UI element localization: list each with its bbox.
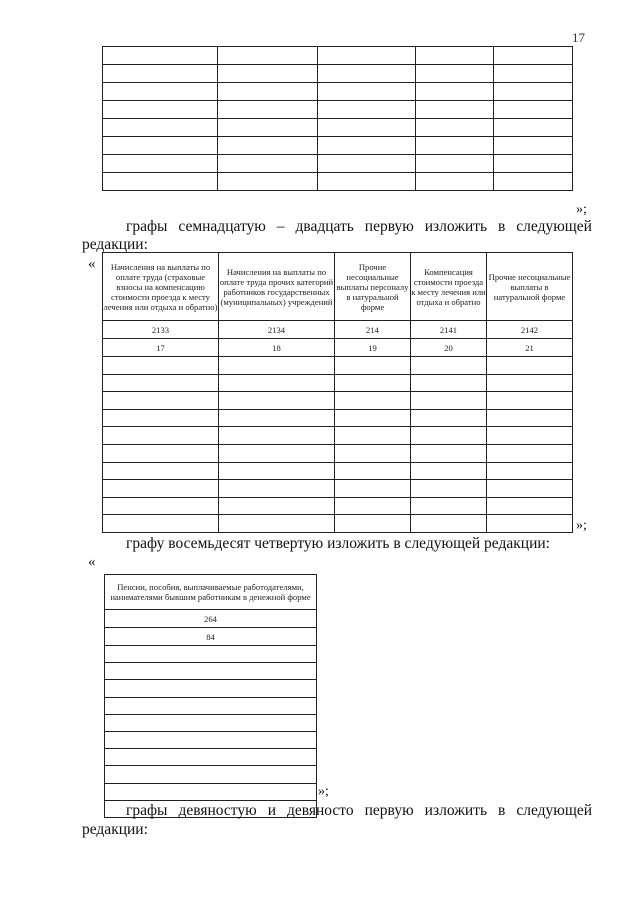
empty-cell xyxy=(487,357,573,375)
empty-cell xyxy=(219,515,335,533)
number-cell: 20 xyxy=(411,339,487,357)
p3-word: девяностую xyxy=(178,802,257,819)
empty-cell xyxy=(218,83,318,101)
p1-word: в xyxy=(498,218,506,235)
empty-cell xyxy=(416,47,494,65)
empty-cell xyxy=(103,497,219,515)
header-cell: Пенсии, пособия, выплачиваемые работодателями, нанимателями бывшим работникам в денежной форме xyxy=(105,575,317,610)
number-cell: 84 xyxy=(105,628,317,646)
code-cell: 2141 xyxy=(411,321,487,339)
empty-cell xyxy=(411,444,487,462)
empty-cell xyxy=(494,47,573,65)
empty-cell xyxy=(335,374,411,392)
empty-cell xyxy=(219,392,335,410)
number-cell: 17 xyxy=(103,339,219,357)
empty-cell xyxy=(105,749,317,766)
code-cell: 2134 xyxy=(219,321,335,339)
empty-cell xyxy=(335,497,411,515)
empty-cell xyxy=(318,47,416,65)
empty-row xyxy=(103,357,573,375)
empty-cell xyxy=(318,155,416,173)
empty-cell xyxy=(105,680,317,697)
empty-row xyxy=(105,766,317,783)
empty-cell xyxy=(103,137,218,155)
header-cell: Начисления на выплаты по оплате труда (страховые взносы на компенсацию стоимости проезда к месту лечения или отдыха и обратно) xyxy=(103,253,219,321)
code-cell: 2142 xyxy=(487,321,573,339)
p1-word: графы xyxy=(126,218,168,235)
empty-row xyxy=(103,173,573,191)
empty-cell xyxy=(411,392,487,410)
empty-cell xyxy=(318,137,416,155)
empty-cell xyxy=(218,173,318,191)
empty-cell xyxy=(318,101,416,119)
p3-word: девяносто xyxy=(286,802,354,819)
empty-cell xyxy=(318,119,416,137)
empty-row xyxy=(105,731,317,748)
empty-cell xyxy=(318,65,416,83)
p3-word: первую xyxy=(364,802,414,819)
number-cell: 21 xyxy=(487,339,573,357)
empty-cell xyxy=(487,427,573,445)
code-cell: 264 xyxy=(105,610,317,628)
empty-cell xyxy=(487,462,573,480)
empty-row xyxy=(103,155,573,173)
paragraph-3-line-1 xyxy=(126,802,592,820)
empty-row xyxy=(105,714,317,731)
empty-cell xyxy=(103,119,218,137)
empty-row xyxy=(105,749,317,766)
p1-word: первую xyxy=(364,218,414,235)
empty-cell xyxy=(487,392,573,410)
bot-table-closing-quote: »; xyxy=(318,784,329,799)
empty-cell xyxy=(103,65,218,83)
paragraph-2: графу восемьдесят четвертую изложить в следующей редакции: xyxy=(126,535,550,552)
empty-cell xyxy=(105,646,317,663)
empty-cell xyxy=(487,515,573,533)
empty-cell xyxy=(335,357,411,375)
empty-cell xyxy=(487,409,573,427)
empty-cell xyxy=(416,101,494,119)
empty-row xyxy=(105,697,317,714)
empty-cell xyxy=(103,392,219,410)
empty-row xyxy=(103,119,573,137)
empty-cell xyxy=(219,444,335,462)
empty-cell xyxy=(219,462,335,480)
empty-cell xyxy=(103,101,218,119)
empty-cell xyxy=(335,392,411,410)
empty-cell xyxy=(103,444,219,462)
empty-row xyxy=(103,83,573,101)
number-cell: 18 xyxy=(219,339,335,357)
empty-cell xyxy=(416,137,494,155)
empty-row xyxy=(105,783,317,800)
empty-cell xyxy=(411,409,487,427)
paragraph-1-line-1 xyxy=(126,218,592,236)
empty-row xyxy=(103,444,573,462)
empty-cell xyxy=(416,83,494,101)
empty-cell xyxy=(416,65,494,83)
empty-cell xyxy=(487,374,573,392)
empty-cell xyxy=(103,357,219,375)
empty-cell xyxy=(416,173,494,191)
empty-cell xyxy=(219,374,335,392)
empty-cell xyxy=(218,155,318,173)
empty-row xyxy=(103,515,573,533)
empty-cell xyxy=(335,515,411,533)
top-table xyxy=(102,46,573,191)
empty-row xyxy=(103,374,573,392)
p1-word: двадцать xyxy=(295,218,354,235)
empty-cell xyxy=(103,462,219,480)
empty-row xyxy=(103,409,573,427)
empty-cell xyxy=(411,462,487,480)
empty-cell xyxy=(105,697,317,714)
empty-cell xyxy=(103,374,219,392)
empty-row xyxy=(103,497,573,515)
empty-cell xyxy=(335,480,411,498)
code-cell: 214 xyxy=(335,321,411,339)
number-cell: 19 xyxy=(335,339,411,357)
empty-cell xyxy=(494,119,573,137)
empty-row xyxy=(103,137,573,155)
column-number-row xyxy=(105,628,317,646)
empty-cell xyxy=(494,101,573,119)
header-cell: Начисления на выплаты по оплате труда прочих категорий работников государственных (муниципальных) учреждений xyxy=(219,253,335,321)
empty-cell xyxy=(335,409,411,427)
header-cell: Прочие несоциальные выплаты персоналу в натуральной форме xyxy=(335,253,411,321)
top-table-closing-quote: »; xyxy=(576,202,587,217)
empty-cell xyxy=(103,515,219,533)
empty-cell xyxy=(411,497,487,515)
p3-word: в xyxy=(498,802,506,819)
empty-cell xyxy=(219,480,335,498)
column-number-row xyxy=(103,339,573,357)
page-number: 17 xyxy=(572,30,585,45)
empty-cell xyxy=(218,101,318,119)
empty-cell xyxy=(103,427,219,445)
p3-word: и xyxy=(267,802,276,819)
empty-cell xyxy=(103,83,218,101)
empty-cell xyxy=(103,173,218,191)
empty-cell xyxy=(218,65,318,83)
empty-cell xyxy=(105,766,317,783)
empty-cell xyxy=(416,155,494,173)
empty-cell xyxy=(494,137,573,155)
empty-cell xyxy=(105,663,317,680)
empty-row xyxy=(103,462,573,480)
paragraph-1-line-2: редакции: xyxy=(82,236,148,253)
empty-cell xyxy=(494,155,573,173)
empty-cell xyxy=(219,357,335,375)
empty-cell xyxy=(335,462,411,480)
empty-cell xyxy=(494,65,573,83)
code-row xyxy=(105,610,317,628)
empty-cell xyxy=(318,83,416,101)
header-row xyxy=(105,575,317,610)
empty-cell xyxy=(103,409,219,427)
empty-cell xyxy=(103,480,219,498)
p3-word: изложить xyxy=(424,802,488,819)
empty-cell xyxy=(411,515,487,533)
empty-cell xyxy=(218,119,318,137)
empty-cell xyxy=(494,173,573,191)
empty-cell xyxy=(335,427,411,445)
header-row xyxy=(103,253,573,321)
empty-cell xyxy=(487,480,573,498)
empty-cell xyxy=(219,497,335,515)
empty-row xyxy=(105,680,317,697)
code-row xyxy=(103,321,573,339)
empty-cell xyxy=(416,119,494,137)
empty-cell xyxy=(105,714,317,731)
empty-cell xyxy=(411,357,487,375)
header-cell: Прочие несоциальные выплаты в натуральной форме xyxy=(487,253,573,321)
p3-word: следующей xyxy=(516,802,592,819)
mid-table-closing-quote: »; xyxy=(576,518,587,533)
open-quote-1: « xyxy=(88,256,96,272)
open-quote-2: « xyxy=(88,554,96,570)
empty-cell xyxy=(487,444,573,462)
code-cell: 2133 xyxy=(103,321,219,339)
empty-cell xyxy=(411,480,487,498)
header-cell: Компенсация стоимости проезда к месту лечения или отдыха и обратно xyxy=(411,253,487,321)
p1-word: – xyxy=(276,218,285,235)
p1-word: семнадцатую xyxy=(178,218,266,235)
empty-cell xyxy=(219,427,335,445)
p3-word: графы xyxy=(126,802,168,819)
p1-word: следующей xyxy=(516,218,592,235)
empty-row xyxy=(103,65,573,83)
empty-cell xyxy=(411,427,487,445)
empty-row xyxy=(103,47,573,65)
empty-cell xyxy=(103,155,218,173)
empty-cell xyxy=(494,83,573,101)
empty-row xyxy=(103,427,573,445)
empty-row xyxy=(103,392,573,410)
column-84-table xyxy=(104,574,317,818)
empty-cell xyxy=(218,47,318,65)
empty-cell xyxy=(219,409,335,427)
paragraph-3-line-2: редакции: xyxy=(82,821,148,838)
empty-cell xyxy=(103,47,218,65)
empty-cell xyxy=(335,444,411,462)
empty-cell xyxy=(105,731,317,748)
empty-row xyxy=(105,663,317,680)
empty-cell xyxy=(218,137,318,155)
empty-cell xyxy=(411,374,487,392)
empty-cell xyxy=(487,497,573,515)
empty-cell xyxy=(105,783,317,800)
columns-17-21-table xyxy=(102,252,573,533)
empty-row xyxy=(103,101,573,119)
p1-word: изложить xyxy=(424,218,488,235)
empty-row xyxy=(105,646,317,663)
empty-row xyxy=(103,480,573,498)
empty-cell xyxy=(318,173,416,191)
